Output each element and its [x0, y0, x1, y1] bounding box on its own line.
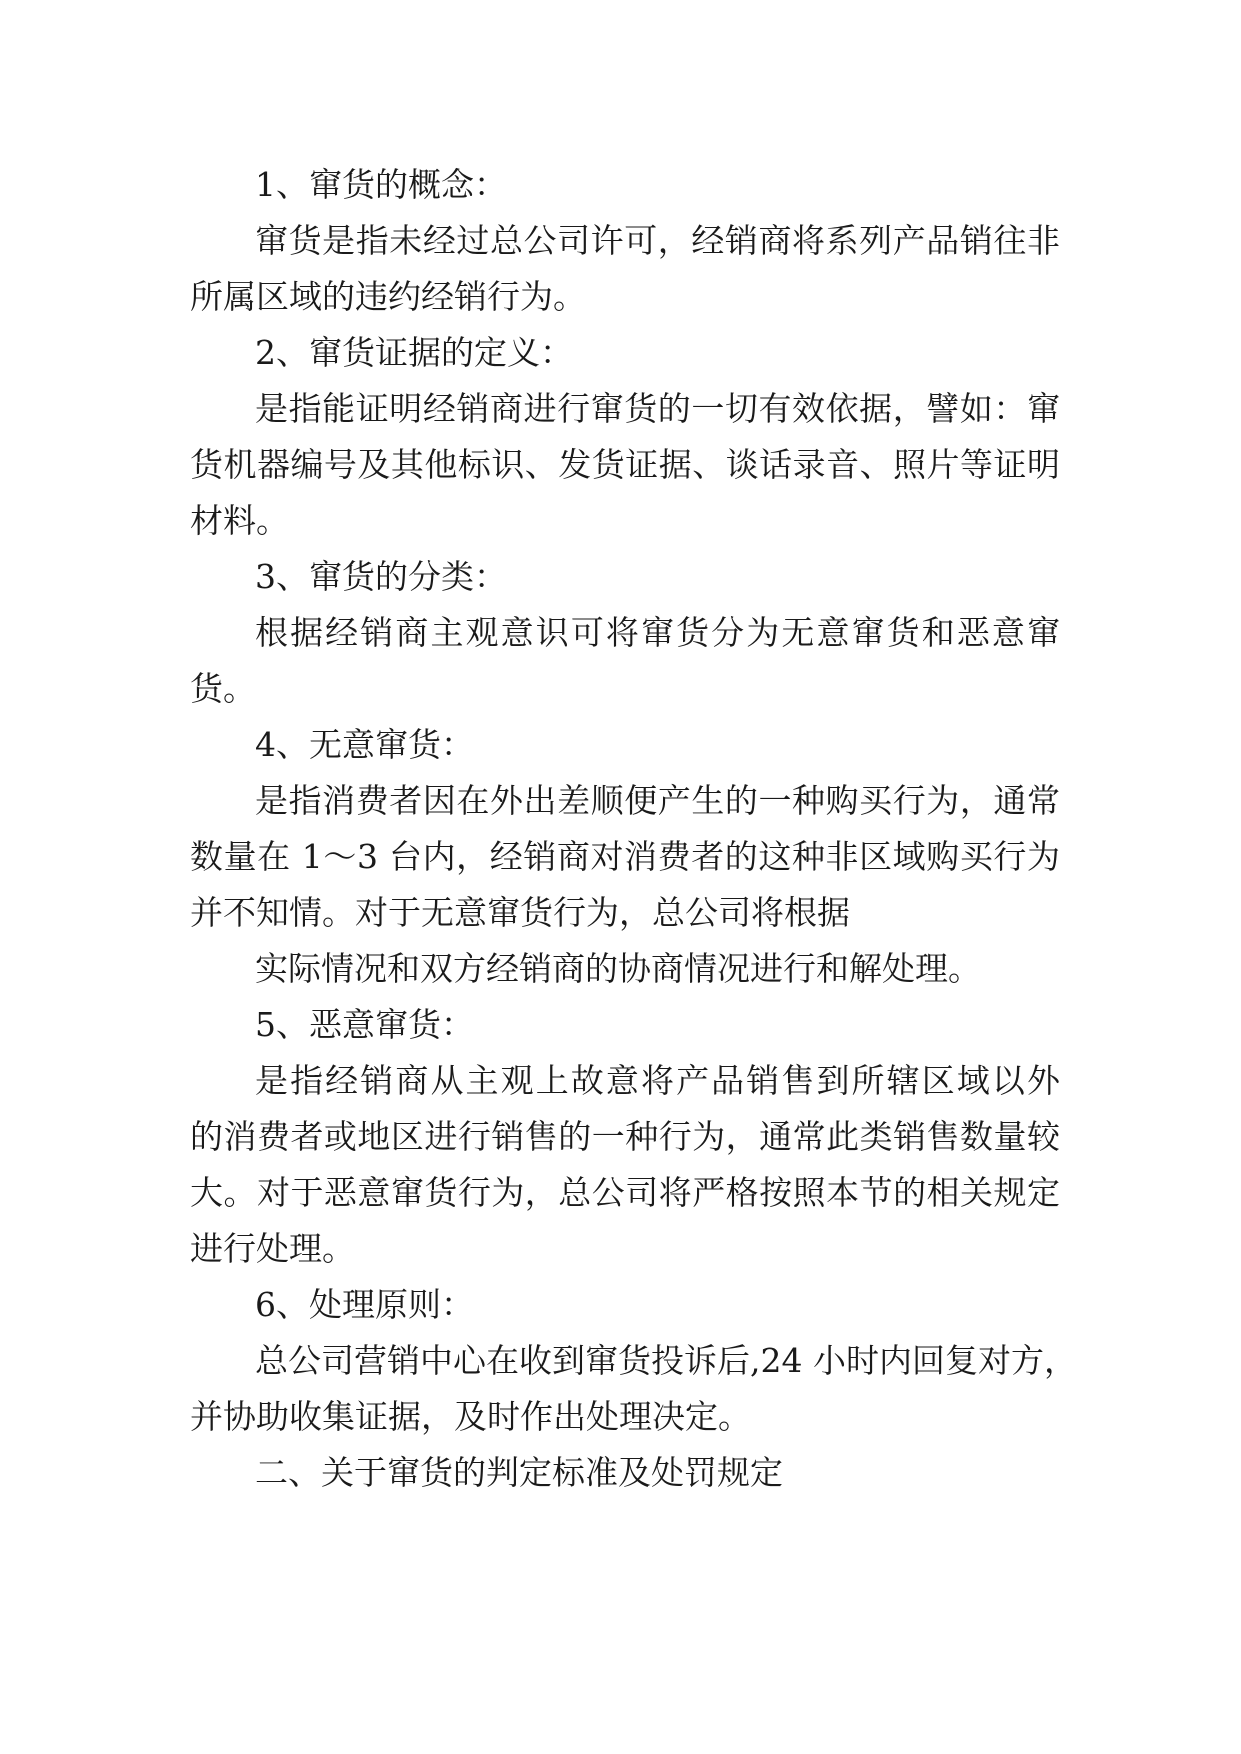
paragraph-line: 窜货是指未经过总公司许可，经销商将系列产品销往非: [255, 221, 1060, 260]
heading-malicious: 5、恶意窜货：: [255, 1005, 474, 1044]
heading-unintentional: 4、无意窜货：: [255, 725, 474, 764]
section-heading: 二、关于窜货的判定标准及处罚规定: [255, 1453, 783, 1492]
paragraph-line: 所属区域的违约经销行为。: [190, 277, 586, 316]
paragraph-line: 是指经销商从主观上故意将产品销售到所辖区域以外: [255, 1061, 1060, 1100]
heading-classification: 3、窜货的分类：: [255, 557, 507, 596]
paragraph-line: 进行处理。: [190, 1229, 355, 1268]
heading-principles: 6、处理原则：: [255, 1285, 474, 1324]
paragraph-line: 数量在 1～3 台内，经销商对消费者的这种非区域购买行为: [190, 837, 1060, 876]
paragraph-line: 根据经销商主观意识可将窜货分为无意窜货和恶意窜: [255, 613, 1060, 652]
paragraph-line: 材料。: [190, 501, 289, 540]
paragraph-line: 货机器编号及其他标识、发货证据、谈话录音、照片等证明: [190, 445, 1060, 484]
paragraph-line: 并协助收集证据，及时作出处理决定。: [190, 1397, 751, 1436]
paragraph-line: 并不知情。对于无意窜货行为，总公司将根据: [190, 893, 850, 932]
paragraph-line: 大。对于恶意窜货行为，总公司将严格按照本节的相关规定: [190, 1173, 1060, 1212]
paragraph-line: 总公司营销中心在收到窜货投诉后,24 小时内回复对方，: [255, 1341, 1077, 1380]
paragraph-line: 是指能证明经销商进行窜货的一切有效依据，譬如：窜: [255, 389, 1060, 428]
heading-concept: 1、窜货的概念：: [255, 165, 507, 204]
paragraph-line: 实际情况和双方经销商的协商情况进行和解处理。: [255, 949, 981, 988]
paragraph-line: 是指消费者因在外出差顺便产生的一种购买行为，通常: [255, 781, 1060, 820]
paragraph-line: 货。: [190, 669, 256, 708]
heading-evidence-definition: 2、窜货证据的定义：: [255, 333, 573, 372]
paragraph-line: 的消费者或地区进行销售的一种行为，通常此类销售数量较: [190, 1117, 1060, 1156]
